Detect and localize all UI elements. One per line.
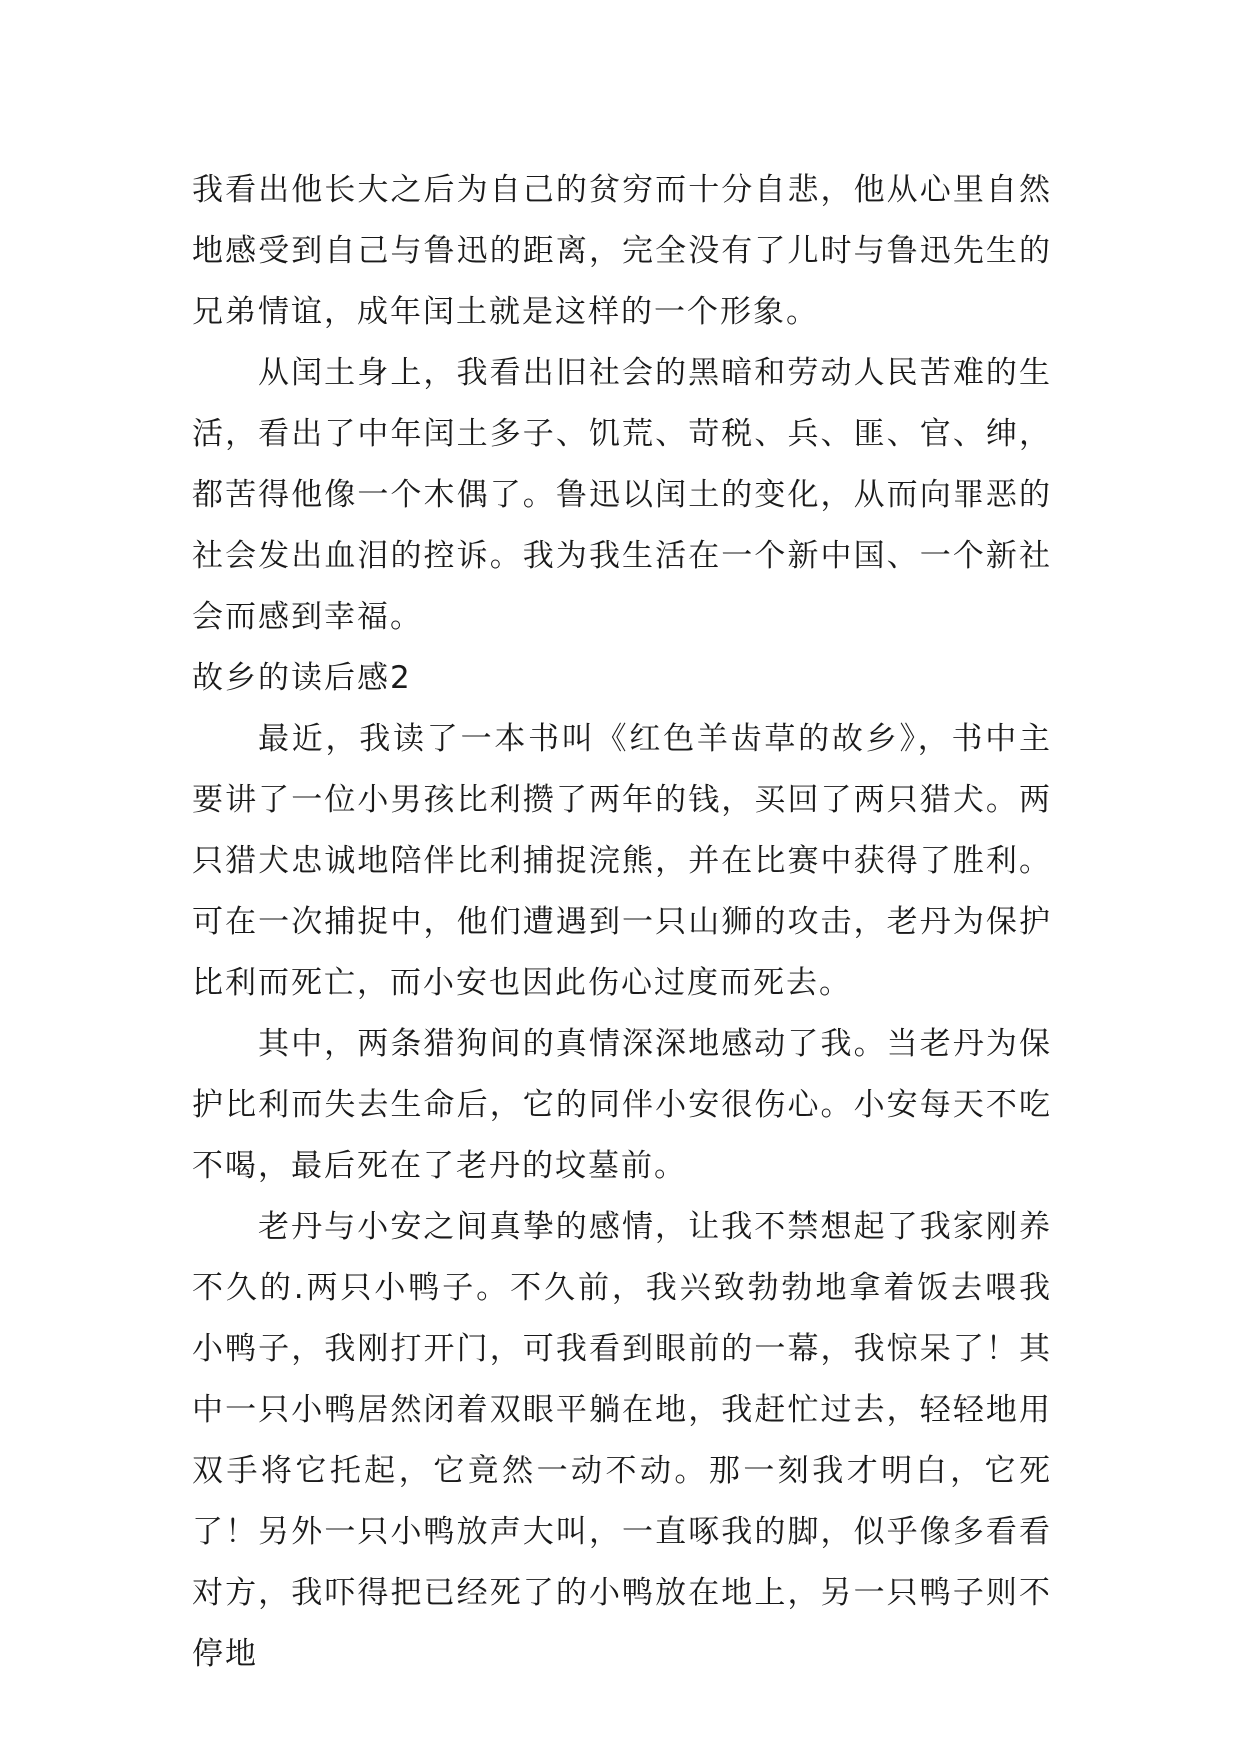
paragraph-bottom-2: 其中，两条猎狗间的真情深深地感动了我。当老丹为保护比利而失去生命后，它的同伴小安很伤心。小安每天不吃不喝，最后死在了老丹的坟墓前。 xyxy=(192,1026,1052,1184)
paragraph-top-1: 我看出他长大之后为自己的贫穷而十分自悲，他从心里自然地感受到自己与鲁迅的距离，完全没有了儿时与鲁迅先生的兄弟情谊，成年闰土就是这样的一个形象。 xyxy=(192,172,1052,330)
paragraph-top-2: 从闰土身上，我看出旧社会的黑暗和劳动人民苦难的生活，看出了中年闰土多子、饥荒、苛税、兵、匪、官、绅，都苦得他像一个木偶了。鲁迅以闰土的变化，从而向罪恶的社会发出血泪的控诉。我为我生活在一个新中国、一个新社会而感到幸福。 xyxy=(192,355,1052,635)
paragraph-bottom-3: 老丹与小安之间真挚的感情，让我不禁想起了我家刚养不久的.两只小鸭子。不久前，我兴致勃勃地拿着饭去喂我小鸭子，我刚打开门，可我看到眼前的一幕，我惊呆了！其中一只小鸭居然闭着双眼平躺在地，我赶忙过去，轻轻地用双手将它托起，它竟然一动不动。那一刻我才明白，它死了！另外一只小鸭放声大叫，一直啄我的脚，似乎像多看看对方，我吓得把已经死了的小鸭放在地上，另一只鸭子则不停地 xyxy=(192,1209,1052,1672)
paragraph-bottom-1: 最近，我读了一本书叫《红色羊齿草的故乡》，书中主要讲了一位小男孩比利攒了两年的钱，买回了两只猎犬。两只猎犬忠诚地陪伴比利捕捉浣熊，并在比赛中获得了胜利。可在一次捕捉中，他们遭遇到一只山狮的攻击，老丹为保护比利而死亡，而小安也因此伤心过度而死去。 xyxy=(192,721,1052,1001)
document-body xyxy=(192,160,1052,1685)
section-heading: 故乡的读后感2 xyxy=(192,660,412,696)
